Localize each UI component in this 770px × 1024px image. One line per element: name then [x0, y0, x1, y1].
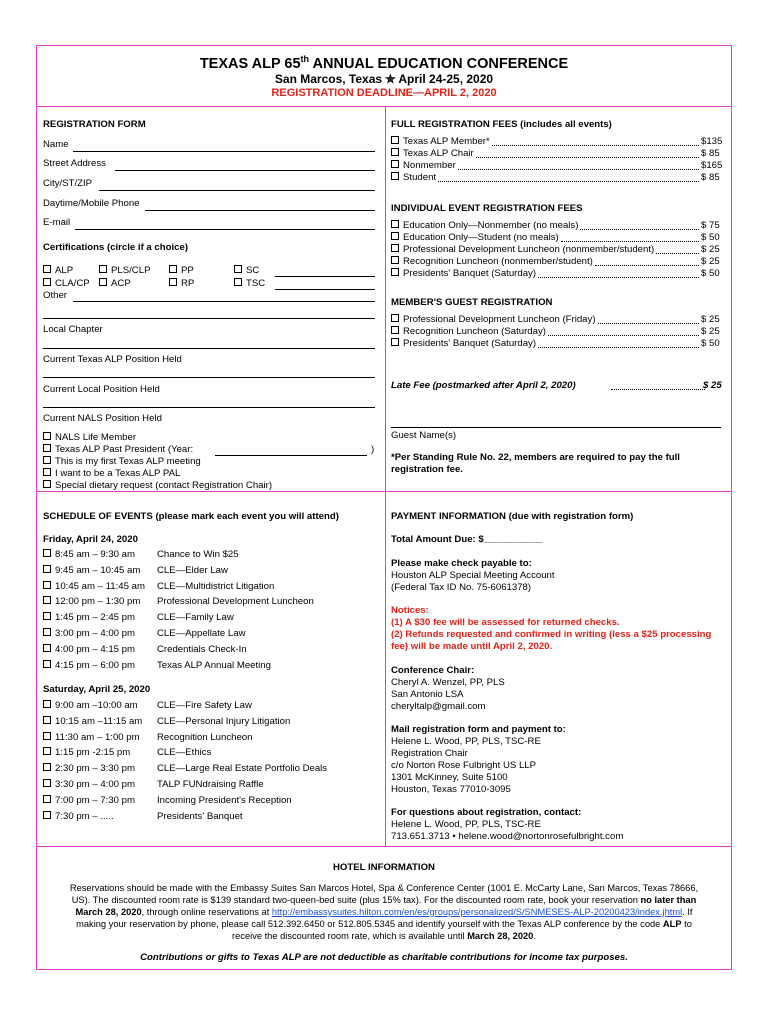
mail-heading: Mail registration form and payment to: — [391, 724, 566, 735]
event-time: 3:30 pm – 4:00 pm — [55, 779, 135, 790]
cert-tsc[interactable]: TSC — [234, 278, 265, 289]
event-name: TALP FUNdraising Raffle — [157, 779, 264, 790]
schedule-item[interactable] — [43, 732, 140, 743]
fee-amount: $ 25 — [701, 314, 720, 325]
event-time: 2:30 pm – 3:30 pm — [55, 763, 135, 775]
checkbox[interactable] — [43, 795, 51, 803]
fee-label: Texas ALP Member* — [403, 136, 490, 147]
texas-position-label: Current Texas ALP Position Held — [43, 354, 182, 365]
event-name: CLE—Fire Safety Law — [157, 700, 252, 711]
event-name: CLE—Appellate Law — [157, 628, 246, 639]
checkbox[interactable] — [391, 244, 399, 252]
checkbox[interactable] — [391, 160, 399, 168]
checkbox[interactable] — [391, 268, 399, 276]
fee-amount: $ 85 — [701, 148, 720, 159]
mail-line2: Registration Chair — [391, 748, 468, 759]
leader-dots — [538, 277, 699, 278]
checkbox[interactable] — [43, 700, 51, 708]
phone-label: Daytime/Mobile Phone — [43, 198, 140, 209]
schedule-item[interactable] — [43, 660, 135, 671]
questions-heading: For questions about registration, contact: — [391, 807, 582, 818]
checkbox[interactable] — [43, 763, 51, 771]
fee-label: Presidents' Banquet (Saturday) — [403, 268, 537, 279]
late-fee-amount: $ 25 — [703, 380, 722, 391]
name-label: Name — [43, 139, 69, 150]
page-title: TEXAS ALP 65th ANNUAL EDUCATION CONFERENCE — [199, 54, 569, 72]
leader-dots — [458, 169, 699, 170]
blank-line[interactable] — [43, 318, 375, 319]
checkbox[interactable] — [43, 660, 51, 668]
standing-rule-line1: *Per Standing Rule No. 22, members are required to pay the full — [391, 452, 680, 463]
checkbox[interactable] — [43, 549, 51, 557]
late-fee-label: Late Fee (postmarked after April 2, 2020) — [391, 380, 576, 391]
schedule-item[interactable] — [43, 644, 135, 655]
schedule-item[interactable] — [43, 596, 140, 607]
checkbox[interactable] — [169, 265, 177, 273]
fee-label: Texas ALP Chair — [403, 148, 474, 159]
chair-email: cheryltalp@gmail.com — [391, 701, 486, 712]
checkbox[interactable] — [99, 265, 107, 273]
fee-item[interactable] — [391, 338, 536, 349]
street-label: Street Address — [43, 158, 106, 169]
checkbox[interactable] — [43, 628, 51, 636]
fee-item[interactable] — [391, 232, 559, 243]
divider — [37, 106, 731, 107]
checkbox[interactable] — [43, 811, 51, 819]
fee-item[interactable] — [391, 314, 596, 325]
event-name: Presidents' Banquet — [157, 810, 243, 822]
fee-amount: $ 75 — [701, 220, 720, 231]
star-icon: ✮ — [385, 72, 396, 86]
checkbox[interactable] — [391, 172, 399, 180]
event-time: 12:00 pm – 1:30 pm — [55, 596, 141, 608]
fee-label: Presidents' Banquet (Saturday) — [403, 338, 537, 349]
fee-label: Student — [403, 172, 437, 183]
cert-clacp[interactable]: CLA/CP — [43, 278, 90, 289]
checkbox[interactable] — [234, 278, 242, 286]
full-fees-heading: FULL REGISTRATION FEES (includes all events) — [391, 119, 612, 130]
local-chapter-label: Local Chapter — [43, 324, 103, 335]
fee-amount: $ 50 — [701, 338, 720, 349]
fee-label: Recognition Luncheon (Saturday) — [403, 326, 546, 337]
mail-line3: c/o Norton Rose Fulbright US LLP — [391, 760, 537, 771]
checkbox[interactable] — [43, 581, 51, 589]
event-name: Texas ALP Annual Meeting — [157, 659, 271, 671]
city-label: City/ST/ZIP — [43, 178, 93, 189]
sc-field[interactable] — [275, 276, 375, 277]
hotel-line4: making your reservation by phone, please call 512.392.6450 or 512.805.5345 and identify yourself with the Texas ALP conference by the code ALP to — [76, 919, 692, 929]
checkbox[interactable] — [43, 480, 51, 488]
individual-fees-heading: INDIVIDUAL EVENT REGISTRATION FEES — [391, 203, 583, 214]
checkbox[interactable] — [43, 265, 51, 273]
phone-field[interactable] — [145, 210, 375, 211]
event-time: 4:00 pm – 4:15 pm — [55, 643, 135, 655]
fee-item[interactable] — [391, 160, 456, 171]
cert-plsclp[interactable]: PLS/CLP — [99, 265, 150, 276]
cert-sc[interactable]: SC — [234, 265, 259, 276]
cert-acp[interactable]: ACP — [99, 278, 131, 289]
checkbox[interactable] — [391, 338, 399, 346]
conference-chair-heading: Conference Chair: — [391, 665, 475, 676]
schedule-item[interactable] — [43, 628, 135, 639]
fee-amount: $165 — [701, 160, 723, 171]
leader-dots — [561, 241, 699, 242]
schedule-item[interactable] — [43, 747, 130, 758]
schedule-item[interactable] — [43, 565, 140, 576]
pal-option[interactable]: I want to be a Texas ALP PAL — [43, 468, 180, 479]
schedule-item[interactable] — [43, 549, 135, 560]
fee-label: Recognition Luncheon (nonmember/student) — [403, 256, 593, 267]
cert-alp[interactable]: ALP — [43, 265, 73, 276]
payment-heading: PAYMENT INFORMATION (due with registration form) — [391, 511, 634, 522]
event-name: Chance to Win $25 — [157, 549, 239, 560]
registration-deadline: REGISTRATION DEADLINE—APRIL 2, 2020 — [271, 87, 497, 99]
guest-fees-heading: MEMBER'S GUEST REGISTRATION — [391, 297, 553, 308]
event-time: 7:00 pm – 7:30 pm — [55, 794, 135, 806]
local-position-label: Current Local Position Held — [43, 384, 160, 395]
closing-paren: ) — [371, 444, 375, 455]
event-name: Incoming President's Reception — [157, 794, 292, 806]
tsc-field[interactable] — [275, 289, 375, 290]
leader-dots — [538, 347, 699, 348]
event-time: 8:45 am – 9:30 am — [55, 549, 135, 560]
checkbox[interactable] — [391, 220, 399, 228]
checkbox[interactable] — [391, 232, 399, 240]
other-label: Other — [43, 290, 67, 301]
form-frame — [36, 45, 732, 970]
event-time: 10:15 am –11:15 am — [55, 715, 143, 727]
payee-line2: (Federal Tax ID No. 75-6061378) — [391, 582, 532, 593]
schedule-item[interactable] — [43, 795, 135, 806]
checkbox[interactable] — [234, 265, 242, 273]
schedule-item[interactable] — [43, 716, 142, 727]
schedule-item[interactable] — [43, 612, 135, 623]
fee-item[interactable] — [391, 326, 546, 337]
hotel-line5: receive the discounted room rate, which is available until March 28, 2020. — [232, 931, 536, 941]
checkbox[interactable] — [43, 716, 51, 724]
guest-names-label: Guest Name(s) — [391, 430, 457, 441]
event-time: 1:15 pm -2:15 pm — [55, 747, 131, 759]
dietary-request[interactable]: Special dietary request (contact Registration Chair) — [43, 480, 272, 491]
past-president[interactable]: Texas ALP Past President (Year: — [43, 444, 193, 455]
hotel-line1: Reservations should be made with the Embassy Suites San Marcos Hotel, Spa & Conference Center (1001 E. McCarty Lane, San Marcos, Texas 78666, — [69, 883, 699, 893]
fee-item[interactable] — [391, 244, 654, 255]
past-president-year-field[interactable] — [215, 455, 367, 456]
leader-dots — [492, 145, 699, 146]
fee-amount: $ 50 — [701, 268, 720, 279]
checkbox[interactable] — [391, 148, 399, 156]
leader-dots — [611, 389, 705, 390]
mail-line5: Houston, Texas 77010-3095 — [391, 784, 511, 795]
checkbox[interactable] — [43, 432, 51, 440]
email-label: E-mail — [43, 217, 71, 228]
schedule-heading: SCHEDULE OF EVENTS (please mark each event you will attend) — [43, 511, 339, 522]
leader-dots — [580, 229, 699, 230]
fee-item[interactable] — [391, 136, 490, 147]
schedule-item[interactable] — [43, 700, 138, 711]
certifications-heading: Certifications (circle if a choice) — [43, 242, 189, 253]
footer-note: Contributions or gifts to Texas ALP are not deductible as charitable contributions for income tax purposes. — [140, 952, 628, 963]
nals-life-member[interactable]: NALS Life Member — [43, 432, 136, 443]
schedule-item[interactable] — [43, 763, 135, 774]
event-time: 3:00 pm – 4:00 pm — [55, 628, 135, 639]
standing-rule-line2: registration fee. — [391, 464, 463, 475]
street-field[interactable] — [115, 170, 375, 171]
notice-1: (1) A $30 fee will be assessed for returned checks. — [391, 617, 620, 628]
hotel-line3: March 28, 2020, through online reservations at http://embassysuites.hilton.com/en/es/groups/personalized/S/SNMESES-ALP-20200423/index.jhtml. If — [75, 907, 693, 917]
checkbox[interactable] — [99, 278, 107, 286]
fee-label: Professional Development Luncheon (nonmember/student) — [403, 244, 655, 255]
local-position-field[interactable] — [43, 377, 375, 378]
fee-item[interactable] — [391, 268, 536, 279]
checkbox[interactable] — [43, 565, 51, 573]
fee-amount: $ 85 — [701, 172, 720, 183]
event-time: 10:45 am – 11:45 am — [55, 580, 145, 592]
first-meeting[interactable]: This is my first Texas ALP meeting — [43, 456, 201, 467]
checkbox[interactable] — [43, 612, 51, 620]
conference-location-dates: San Marcos, Texas ✮ April 24-25, 2020 — [274, 72, 494, 86]
fee-label: Education Only—Student (no meals) — [403, 232, 559, 243]
chair-name: Cheryl A. Wenzel, PP, PLS — [391, 677, 505, 688]
cert-pp[interactable]: PP — [169, 265, 194, 276]
checkbox[interactable] — [43, 644, 51, 652]
leader-dots — [438, 181, 699, 182]
fee-item[interactable] — [391, 172, 436, 183]
schedule-item[interactable] — [43, 811, 114, 822]
questions-line1: Helene L. Wood, PP, PLS, TSC-RE — [391, 819, 541, 830]
checkbox[interactable] — [169, 278, 177, 286]
event-time: 1:45 pm – 2:45 pm — [55, 612, 135, 624]
event-name: CLE—Family Law — [157, 612, 234, 624]
event-name: Professional Development Luncheon — [157, 596, 314, 608]
event-name: Credentials Check-In — [157, 643, 247, 655]
mail-line1: Helene L. Wood, PP, PLS, TSC-RE — [391, 736, 541, 747]
checkbox[interactable] — [43, 456, 51, 464]
hotel-line2: US). The discounted room rate is $139 standard two-queen-bed suite (plus 15% tax). For the discounted room rate, book your reservation no later than — [71, 895, 697, 905]
other-field[interactable] — [73, 301, 375, 302]
notice-2: (2) Refunds requested and confirmed in writing (less a $25 processing — [391, 629, 712, 640]
fee-label: Education Only—Nonmember (no meals) — [403, 220, 579, 231]
event-name: CLE—Large Real Estate Portfolio Deals — [157, 763, 328, 775]
email-field[interactable] — [75, 229, 375, 230]
friday-heading: Friday, April 24, 2020 — [43, 534, 138, 545]
checkbox[interactable] — [43, 732, 51, 740]
event-name: CLE—Multidistrict Litigation — [157, 580, 275, 592]
guest-names-field[interactable] — [391, 427, 721, 428]
leader-dots — [595, 265, 699, 266]
checkbox[interactable] — [391, 256, 399, 264]
event-name: CLE—Elder Law — [157, 564, 228, 576]
schedule-item[interactable] — [43, 581, 145, 592]
event-time: 9:00 am –10:00 am — [55, 700, 138, 711]
event-time: 9:45 am – 10:45 am — [55, 564, 141, 576]
divider — [37, 491, 731, 492]
checkbox[interactable] — [43, 596, 51, 604]
fee-amount: $ 50 — [701, 232, 720, 243]
cert-rp[interactable]: RP — [169, 278, 194, 289]
chair-org: San Antonio LSA — [391, 689, 464, 700]
leader-dots — [598, 323, 699, 324]
mail-line4: 1301 McKinney, Suite 5100 — [391, 772, 508, 783]
checkbox[interactable] — [43, 444, 51, 452]
schedule-item[interactable] — [43, 779, 135, 790]
hotel-heading: HOTEL INFORMATION — [333, 862, 435, 873]
fee-amount: $ 25 — [701, 244, 720, 255]
leader-dots — [656, 253, 699, 254]
checkbox[interactable] — [43, 779, 51, 787]
texas-position-field[interactable] — [43, 348, 375, 349]
fee-item[interactable] — [391, 256, 593, 267]
event-name: Recognition Luncheon — [157, 731, 253, 743]
fee-label: Professional Development Luncheon (Friday) — [403, 314, 596, 325]
saturday-heading: Saturday, April 25, 2020 — [43, 684, 151, 695]
checkbox[interactable] — [391, 326, 399, 334]
payee-line1: Houston ALP Special Meeting Account — [391, 570, 555, 581]
leader-dots — [548, 335, 699, 336]
city-field[interactable] — [99, 190, 375, 191]
event-time: 11:30 am – 1:00 pm — [55, 731, 140, 743]
nals-position-label: Current NALS Position Held — [43, 413, 162, 424]
name-field[interactable] — [73, 151, 375, 152]
event-time: 7:30 pm – ..... — [55, 810, 114, 822]
reservation-link[interactable]: http://embassysuites.hilton.com/en/es/groups/personalized/S/SNMESES-ALP-20200423/index.jhtml — [271, 907, 683, 917]
fee-amount: $ 25 — [701, 256, 720, 267]
registration-form-heading: REGISTRATION FORM — [43, 119, 146, 130]
payable-heading: Please make check payable to: — [391, 558, 532, 569]
fee-item[interactable] — [391, 148, 474, 159]
fee-item[interactable] — [391, 220, 578, 231]
event-time: 4:15 pm – 6:00 pm — [55, 659, 135, 671]
column-divider — [385, 106, 386, 846]
checkbox[interactable] — [43, 468, 51, 476]
nals-position-field[interactable] — [43, 407, 375, 408]
fee-amount: $135 — [701, 136, 723, 147]
checkbox[interactable] — [43, 747, 51, 755]
checkbox[interactable] — [43, 278, 51, 286]
leader-dots — [476, 157, 699, 158]
total-amount-due[interactable]: Total Amount Due: $___________ — [391, 534, 543, 545]
event-name: CLE—Personal Injury Litigation — [157, 715, 291, 727]
event-name: CLE—Ethics — [157, 747, 212, 759]
checkbox[interactable] — [391, 314, 399, 322]
fee-amount: $ 25 — [701, 326, 720, 337]
checkbox[interactable] — [391, 136, 399, 144]
notice-3: fee) will be made until April 2, 2020. — [391, 641, 553, 652]
divider — [37, 846, 731, 847]
notices-heading: Notices: — [391, 605, 429, 616]
fee-label: Nonmember — [403, 160, 456, 171]
questions-line2: 713.651.3713 • helene.wood@nortonrosefulbright.com — [391, 831, 624, 842]
